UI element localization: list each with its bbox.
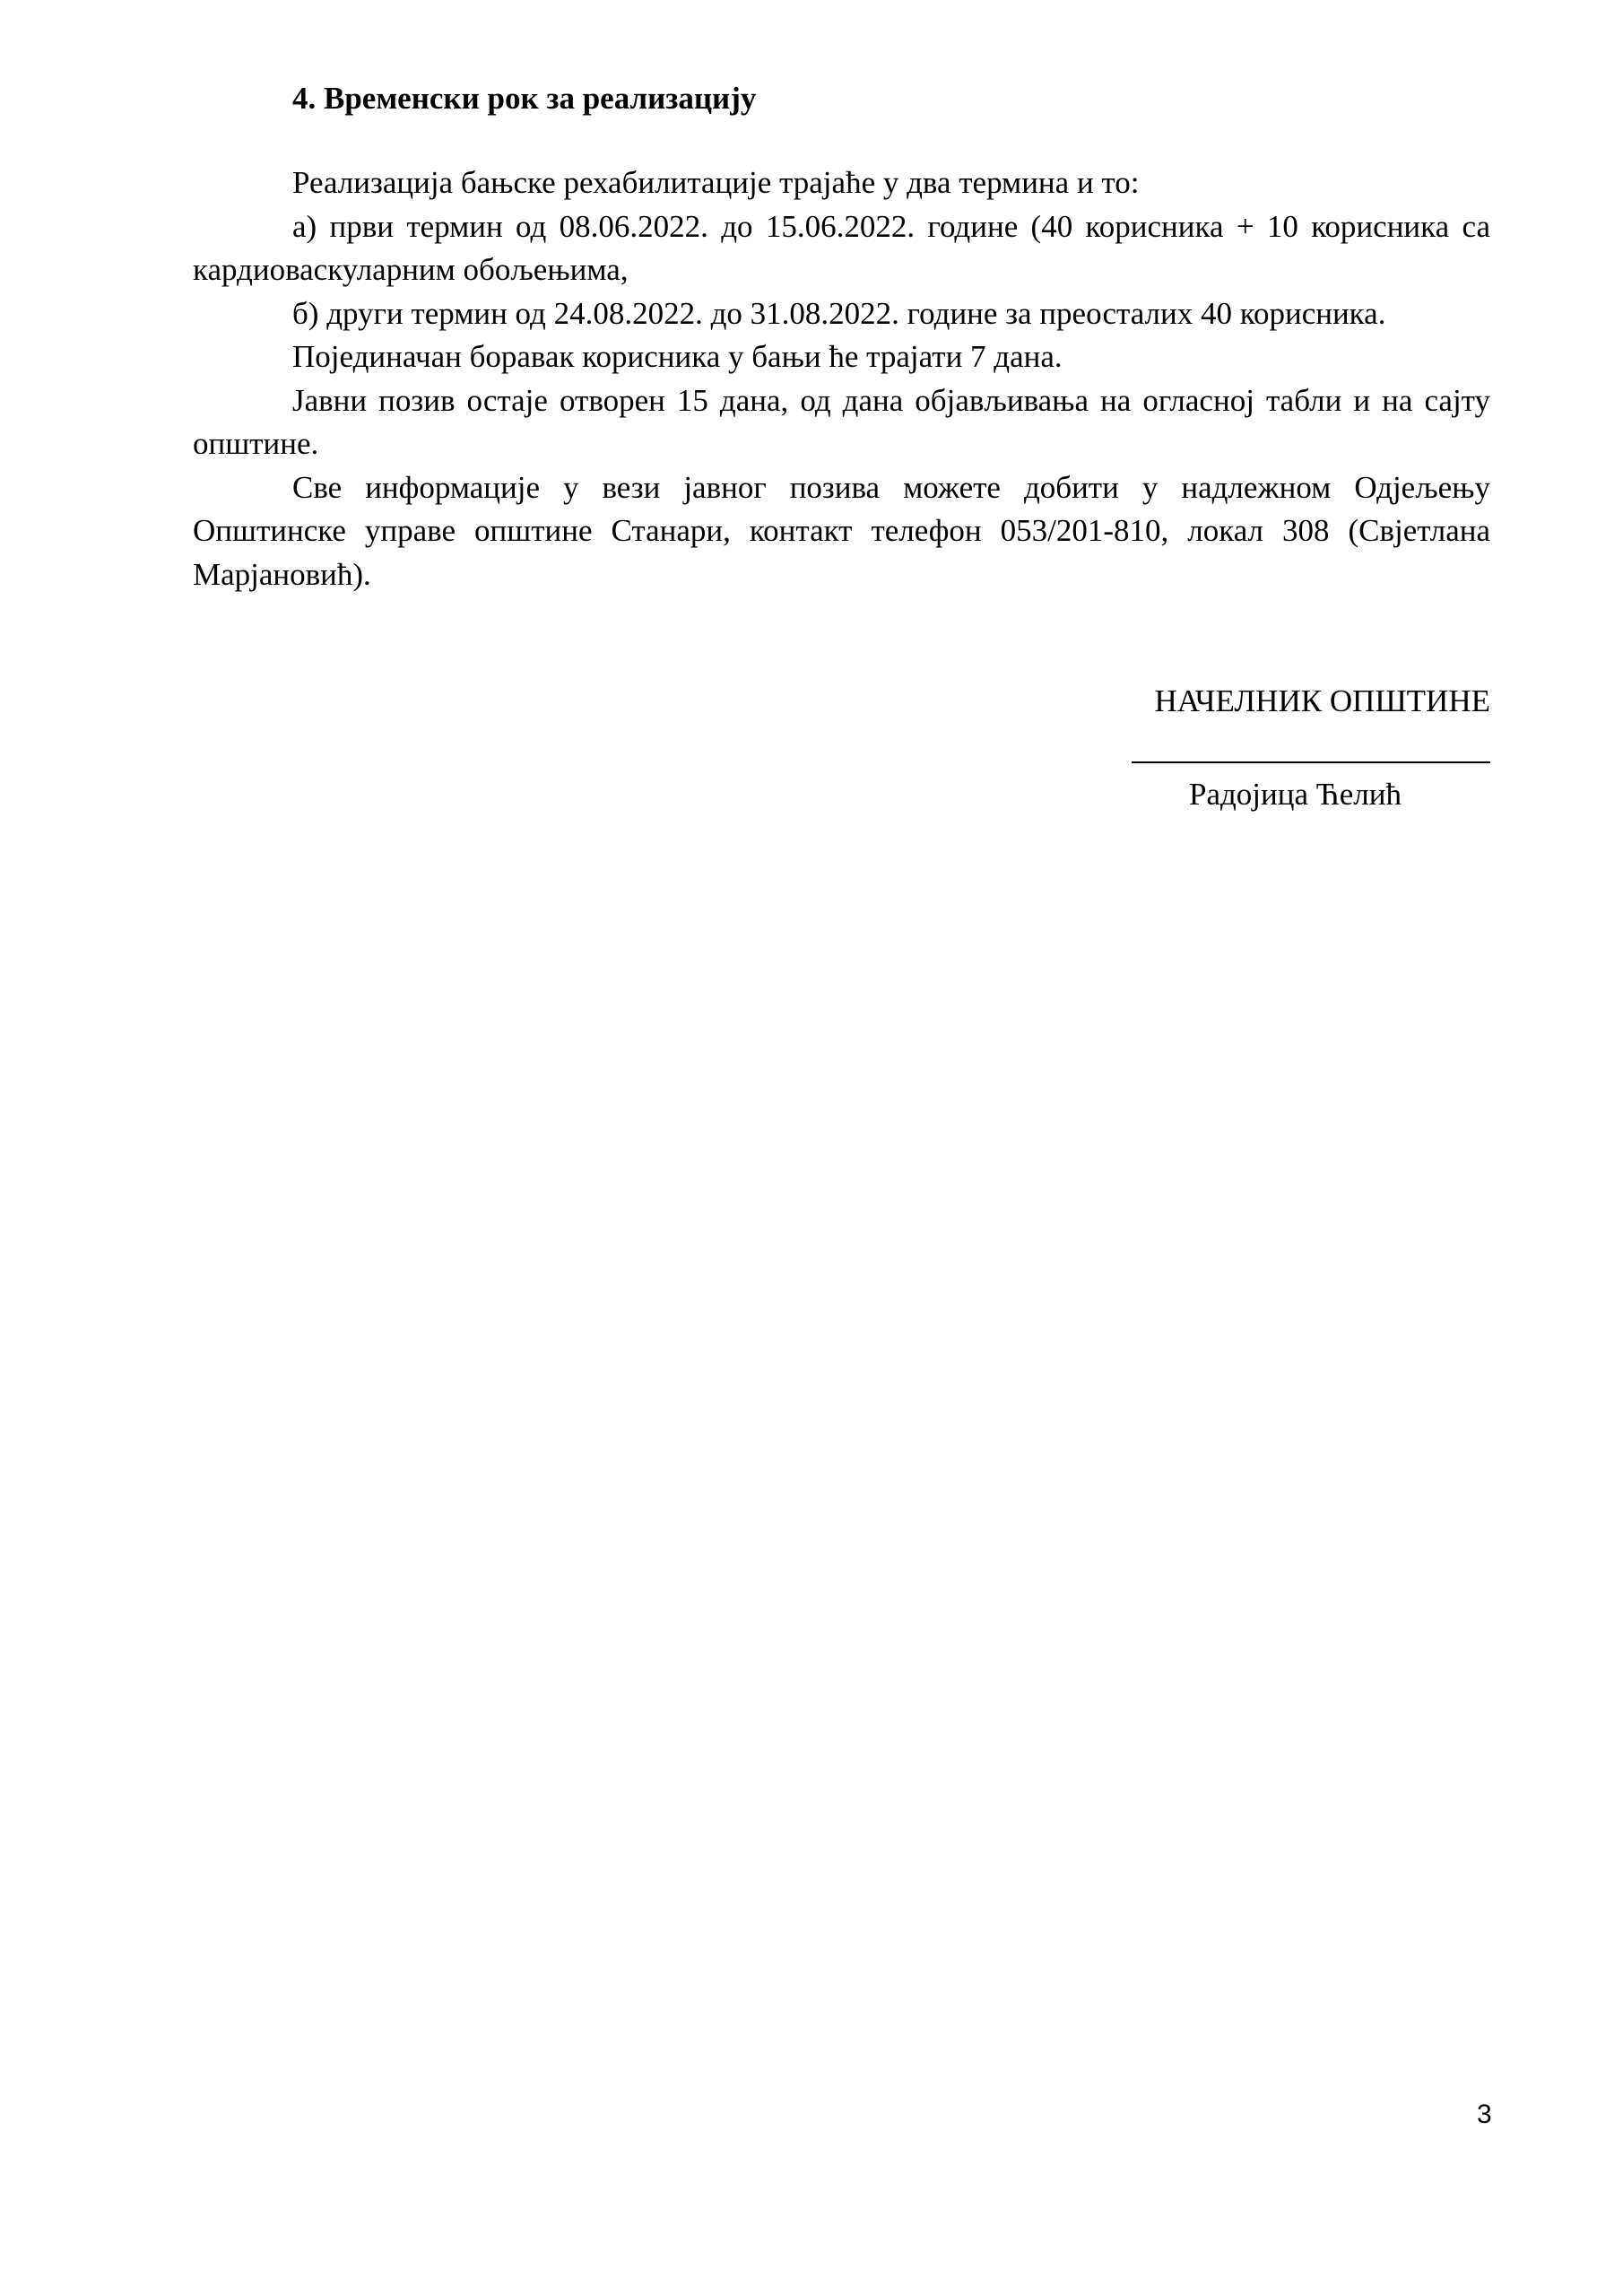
section-heading: 4. Временски рок за реализацију: [292, 81, 757, 116]
paragraph-contact-info: Све информације у вези јавног позива можете добити у надлежном Одјељењу Општинске управе општине Станари, контакт телефон 053/201-810, локал 308 (Свјетлана Марјановић).: [193, 469, 1490, 592]
body-text: [193, 161, 1490, 596]
paragraph-stay-duration: Појединачан боравак корисника у бањи ће трајати 7 дана.: [292, 339, 1063, 374]
signature-title: НАЧЕЛНИК ОПШТИНЕ: [1154, 683, 1490, 718]
page-number: 3: [1477, 2100, 1492, 2129]
paragraph-second-term: б) други термин од 24.08.2022. до 31.08.2022. године за преосталих 40 корисника.: [292, 295, 1386, 331]
paragraph-call-open: Јавни позив остаје отворен 15 дана, од дана објављивања на огласној табли и на сајту општине.: [193, 382, 1490, 461]
paragraph-first-term: а) први термин од 08.06.2022. до 15.06.2022. године (40 корисника + 10 корисника са кардиоваскуларним обољењима,: [193, 208, 1490, 287]
signature-name: Радојица Ћелић: [1189, 777, 1402, 812]
paragraph-intro: Реализација бањске рехабилитације трајаће у два термина и то:: [292, 165, 1140, 200]
signature-line: [1132, 761, 1490, 763]
